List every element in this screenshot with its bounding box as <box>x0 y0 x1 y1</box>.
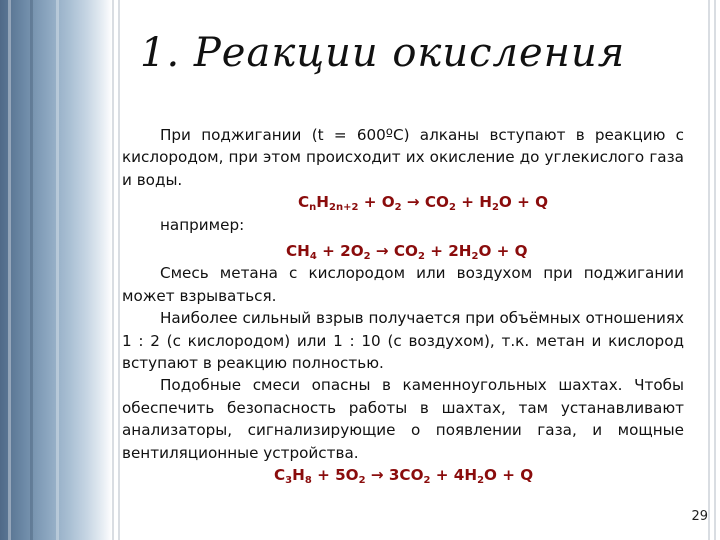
frame-line <box>708 0 710 540</box>
page-number: 29 <box>691 509 708 524</box>
paragraph-ignition: При поджигании (t = 600ºC) алканы вступают в реакцию с кислородом, при этом происходит их окисление до углекислого газа и воды. <box>122 126 684 189</box>
frame-line <box>118 0 120 540</box>
frame-line <box>714 0 716 540</box>
paragraph-ratio: Наиболее сильный взрыв получается при объёмных отношениях 1 : 2 (с кислородом) или 1 : 10 (с воздухом), т.к. метан и кислород вступают в реакцию полностью. <box>122 309 684 373</box>
example-label: например: <box>160 215 245 234</box>
formula-methane: $CH_4 + 2O_2 \to CO_2 + 2H_2O + Q$ <box>286 242 528 263</box>
paragraph-mines: Подобные смеси опасны в каменноугольных шахтах. Чтобы обеспечить безопасность работы в шахтах, там устанавливают анализаторы, сигнализирующие о появлении газа, и мощные вентиляционные устройства. <box>122 376 684 462</box>
formula-general: $C_nH_{2n+2} + O_2 \to CO_2 + H_2O + Q$ <box>298 193 549 214</box>
decorative-sidebar <box>0 0 112 540</box>
frame-line <box>112 0 114 540</box>
sidebar-ridge <box>56 0 59 540</box>
slide-content <box>122 124 684 487</box>
sidebar-ridge <box>30 0 33 540</box>
sidebar-ridge <box>8 0 11 540</box>
formula-propane: $C_3H_8 + 5O_2 \to 3CO_2 + 4H_2O + Q$ <box>274 466 534 487</box>
slide-title: 1. Реакции окисления <box>140 30 626 76</box>
paragraph-explosion: Смесь метана с кислородом или воздухом при поджигании может взрываться. <box>122 264 684 305</box>
